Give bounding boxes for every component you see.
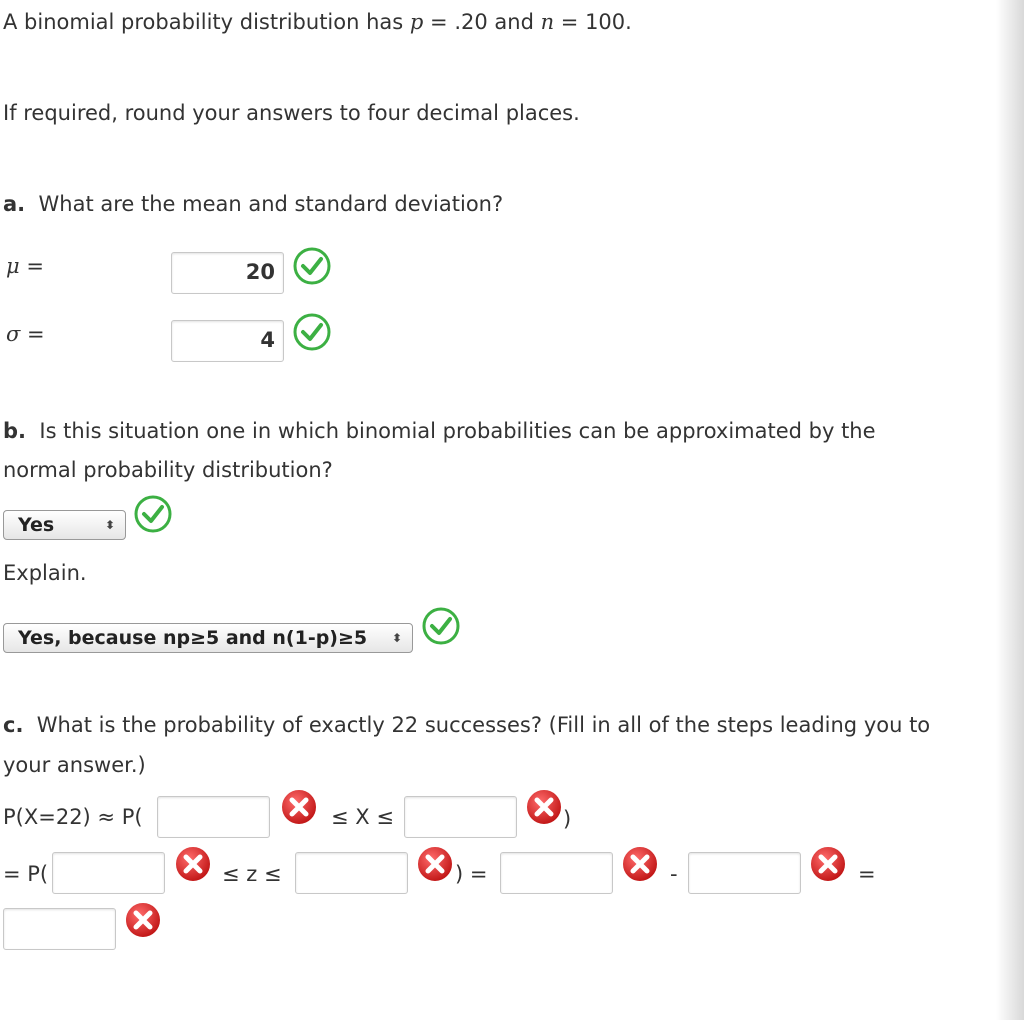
explain-label: Explain. [3,561,87,585]
x-circle-icon [172,843,214,890]
mu-label [6,254,44,278]
x-circle-icon [122,899,164,946]
select-value: Yes, because np≥5 and n(1-p)≥5 [18,627,368,649]
x-upper-bound-input[interactable] [404,796,517,838]
row1-prefix: P(X=22) ≈ P( [3,805,143,829]
sigma-symbol: σ [6,322,21,346]
part-a-question [3,192,503,216]
part-a-text: What are the mean and standard deviation? [38,192,504,216]
p-value: = .20 and [430,10,541,34]
row1-mid: ≤ X ≤ [331,805,394,829]
part-c-question-line1 [3,713,930,737]
check-circle-icon [421,606,461,651]
rounding-note: If required, round your answers to four decimal places. [3,101,580,125]
cdf-lower-input[interactable] [688,852,801,894]
select-arrows-icon: ⬍ [391,631,402,645]
mean-input[interactable]: 20 [171,252,284,294]
part-b-question-line1 [3,419,876,443]
minus-sign: - [670,862,678,886]
row2-prefix: = P( [3,862,49,886]
x-circle-icon [523,786,565,833]
row2-mid: ≤ z ≤ [222,862,282,886]
mu-symbol: μ [6,254,20,278]
n-symbol: n [540,10,555,34]
row2-close: ) = [455,862,488,886]
n-value: = 100. [560,10,632,34]
z-lower-bound-input[interactable] [52,852,165,894]
x-circle-icon [807,843,849,890]
intro-prefix: A binomial probability distribution has [3,10,410,34]
cdf-upper-input[interactable] [500,852,613,894]
x-lower-bound-input[interactable] [157,796,270,838]
select-arrows-icon: ⬍ [104,518,115,532]
check-circle-icon [292,246,332,291]
part-c-letter: c. [3,713,24,737]
window-edge-shade [996,0,1024,1020]
approximation-select[interactable] [3,510,126,540]
part-a-letter: a. [3,192,26,216]
x-circle-icon [414,843,456,890]
z-upper-bound-input[interactable] [295,852,408,894]
row1-close: ) [563,807,572,831]
part-b-text: Is this situation one in which binomial probabilities can be approximated by the [39,419,876,443]
equals-sign: = [27,322,45,346]
x-circle-icon [619,843,661,890]
part-b-letter: b. [3,419,27,443]
problem-statement [3,10,632,34]
sigma-label [6,322,45,346]
equals-sign: = [858,862,876,886]
part-c-text: What is the probability of exactly 22 successes? (Fill in all of the steps leading you to [36,713,931,737]
check-circle-icon [133,494,173,539]
p-symbol: p [409,10,424,34]
part-b-question-line2: normal probability distribution? [3,458,333,482]
probability-answer-input[interactable] [3,908,116,950]
check-circle-icon [292,312,332,357]
equals-sign: = [26,254,44,278]
explanation-select[interactable] [3,623,413,653]
x-circle-icon [278,786,320,833]
select-value: Yes [18,514,55,536]
part-c-question-line2: your answer.) [3,753,146,777]
std-dev-input[interactable]: 4 [171,320,284,362]
